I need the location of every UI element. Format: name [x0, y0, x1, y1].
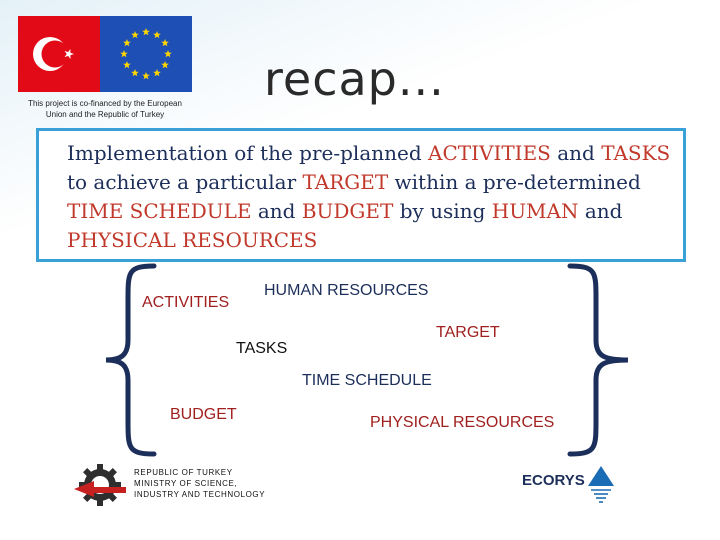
def-time-schedule: TIME SCHEDULE — [67, 199, 252, 223]
def-text-5: and — [251, 199, 302, 223]
def-physical-resources: PHYSICAL RESOURCES — [67, 228, 318, 252]
def-text-1: Implementation of the pre-planned — [67, 141, 429, 165]
def-budget: BUDGET — [301, 199, 394, 223]
diagram-tasks: TASKS — [236, 340, 288, 357]
diagram-budget: BUDGET — [170, 406, 237, 423]
slide-title: recap... — [264, 52, 445, 106]
ecorys-logo-text: ECORYS — [522, 472, 585, 489]
def-target: TARGET — [302, 170, 389, 194]
right-curly-bracket — [570, 266, 628, 454]
def-text-7: and — [578, 199, 623, 223]
cofinance-line-1: This project is co-financed by the European — [28, 99, 182, 108]
def-text-3: to achieve a particular — [67, 170, 303, 194]
def-activities: ACTIVITIES — [428, 141, 551, 165]
ministry-line-1: REPUBLIC OF TURKEY — [134, 468, 233, 477]
diagram-activities: ACTIVITIES — [142, 294, 230, 311]
ministry-name — [134, 467, 265, 500]
ecorys-triangle-icon — [588, 466, 614, 506]
diagram-target: TARGET — [436, 324, 500, 341]
turkish-flag-logo — [18, 16, 102, 92]
cofinance-line-2: Union and the Republic of Turkey — [45, 110, 165, 119]
ministry-gear-logo — [70, 462, 130, 508]
eu-flag-logo — [100, 16, 192, 92]
definition-box — [36, 128, 686, 262]
diagram-time-schedule: TIME SCHEDULE — [302, 372, 432, 389]
def-human: HUMAN — [491, 199, 579, 223]
diagram-human-resources: HUMAN RESOURCES — [264, 282, 429, 299]
def-text-6: by using — [393, 199, 492, 223]
def-text-2: and — [550, 141, 602, 165]
def-tasks: TASKS — [601, 141, 671, 165]
definition-text — [67, 139, 677, 255]
diagram-physical-resources: PHYSICAL RESOURCES — [370, 414, 555, 431]
def-text-4: within a pre-determined — [388, 170, 641, 194]
ministry-line-3: INDUSTRY AND TECHNOLOGY — [134, 490, 266, 499]
cofinance-note — [14, 98, 196, 120]
ministry-line-2: MINISTRY OF SCIENCE, — [134, 479, 238, 488]
